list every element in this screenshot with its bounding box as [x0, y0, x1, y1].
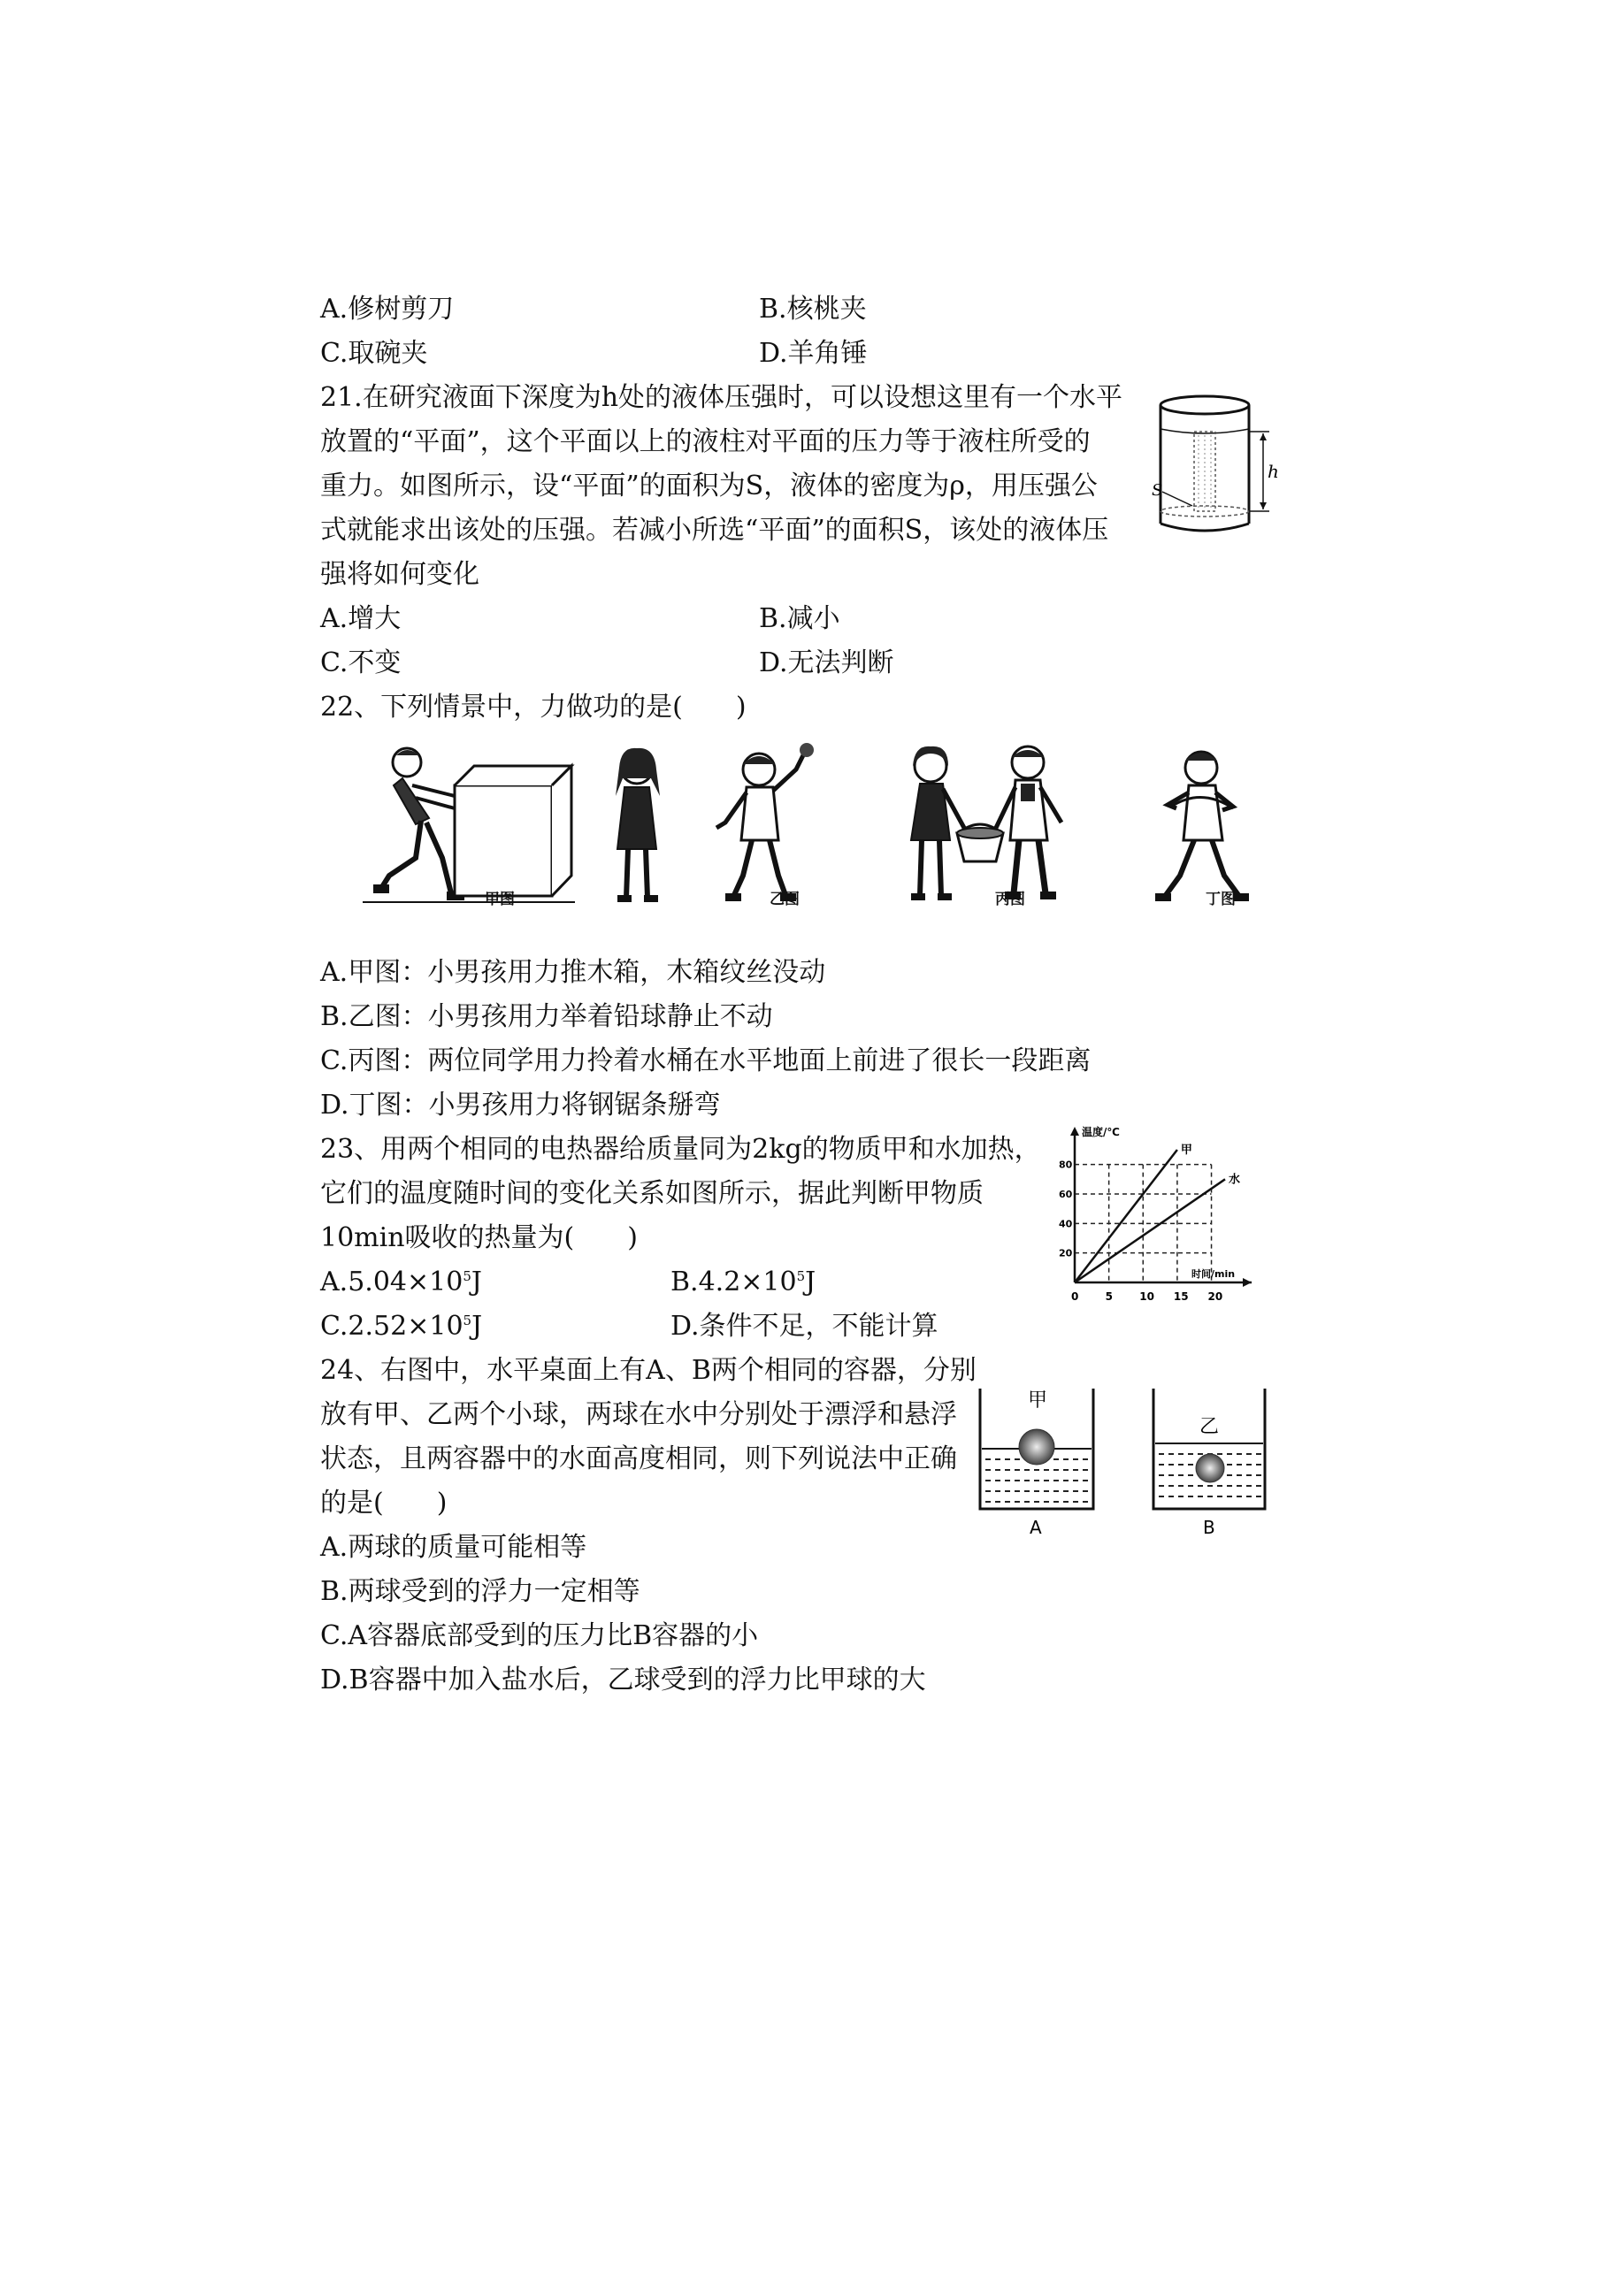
q23-option-b-exponent: 5: [796, 1268, 806, 1284]
container-a: [980, 1389, 1093, 1538]
q22-option-d[interactable]: D.丁图：小男孩用力将钢锯条掰弯: [320, 1090, 721, 1121]
q23-option-d[interactable]: D.条件不足，不能计算: [670, 1311, 938, 1342]
q23-option-a-exponent: 5: [463, 1268, 471, 1284]
y-tick-label: 20: [1059, 1247, 1073, 1259]
ball-a-label: 甲: [1028, 1389, 1048, 1412]
q22-option-c[interactable]: C.丙图：两位同学用力拎着水桶在水平地面上前进了很长一段距离: [320, 1045, 1092, 1076]
y-tick-label: 60: [1059, 1189, 1073, 1200]
q24-option-a[interactable]: A.两球的质量可能相等: [320, 1532, 587, 1563]
q24-option-b[interactable]: B.两球受到的浮力一定相等: [320, 1576, 640, 1607]
height-label: h: [1268, 461, 1279, 482]
q24-stem-line1: 24、右图中，水平桌面上有A、B两个相同的容器，分别: [320, 1355, 977, 1386]
q21-option-b[interactable]: B.减小: [759, 603, 840, 634]
students-carrying-bucket-illustration: [911, 746, 1061, 900]
q24-stem-line3: 状态，且两容器中的水面高度相同，则下列说法中正确: [320, 1443, 957, 1474]
x-tick-label: 0: [1071, 1290, 1079, 1303]
floating-balls-figure: [973, 1380, 1283, 1539]
y-axis-arrow: [1070, 1127, 1079, 1136]
q23-option-b-base: B.4.2×10: [670, 1267, 797, 1297]
boy-pushing-box-illustration: [363, 748, 575, 902]
q22-option-b[interactable]: B.乙图：小男孩用力举着铅球静止不动: [320, 1001, 773, 1032]
series-label: 水: [1229, 1173, 1241, 1187]
caption-jia: 甲图: [485, 891, 515, 908]
q24-option-d[interactable]: D.B容器中加入盐水后，乙球受到的浮力比甲球的大: [320, 1665, 926, 1695]
q21-stem-line2: 放置的“平面”，这个平面以上的液柱对平面的压力等于液柱所受的: [320, 426, 1091, 457]
q20-option-d[interactable]: D.羊角锤: [759, 338, 868, 369]
q24-stem-line2: 放有甲、乙两个小球，两球在水中分别处于漂浮和悬浮: [320, 1399, 957, 1430]
temperature-time-chart: [1057, 1123, 1278, 1309]
container-b-label: B: [1203, 1517, 1215, 1538]
q23-stem-line2: 它们的温度随时间的变化关系如图所示，据此判断甲物质: [320, 1178, 984, 1209]
x-tick-label: 10: [1139, 1290, 1154, 1303]
q23-stem-line1: 23、用两个相同的电热器给质量同为2kg的物质甲和水加热，: [320, 1134, 1041, 1165]
standing-girl-illustration: [616, 748, 660, 902]
container-b: [1153, 1389, 1265, 1538]
q23-option-a[interactable]: [320, 1265, 482, 1300]
area-label: S: [1152, 481, 1163, 500]
q21-option-a[interactable]: A.增大: [320, 603, 402, 634]
q23-option-c-base: C.2.52×10: [320, 1311, 463, 1342]
x-axis-arrow: [1243, 1278, 1252, 1287]
caption-bing: 丙图: [995, 891, 1025, 908]
y-tick-label: 80: [1059, 1159, 1073, 1171]
q22-stem: 22、下列情景中，力做功的是( ): [320, 692, 747, 723]
q23-option-b[interactable]: [670, 1265, 816, 1300]
q21-stem-line1: 21.在研究液面下深度为h处的液体压强时，可以设想这里有一个水平: [320, 382, 1123, 413]
y-tick-label: 40: [1059, 1218, 1073, 1230]
q23-option-c-unit: J: [471, 1311, 483, 1342]
q23-option-a-base: A.5.04×10: [320, 1267, 463, 1297]
series-line-1: [1075, 1150, 1177, 1282]
series-line-2: [1075, 1179, 1225, 1282]
q23-option-c[interactable]: [320, 1309, 482, 1344]
q20-option-a[interactable]: A.修树剪刀: [320, 294, 455, 325]
caption-yi: 乙图: [770, 891, 800, 908]
liquid-column-figure: [1150, 389, 1283, 540]
boy-bending-saw-illustration: [1155, 752, 1249, 901]
boy-holding-shotput-illustration: [716, 743, 814, 901]
x-tick-label: 5: [1105, 1290, 1113, 1303]
q24-option-c[interactable]: C.A容器底部受到的压力比B容器的小: [320, 1620, 759, 1651]
ball-yi: [1196, 1454, 1224, 1482]
x-axis-label: 时间/min: [1191, 1268, 1236, 1280]
x-tick-label: 20: [1207, 1290, 1223, 1303]
q22-option-a[interactable]: A.甲图：小男孩用力推木箱，木箱纹丝没动: [320, 957, 826, 988]
q21-stem-line3: 重力。如图所示，设“平面”的面积为S，液体的密度为ρ，用压强公: [320, 471, 1098, 501]
q21-stem-line5: 强将如何变化: [320, 559, 479, 590]
q23-stem-line3: 10min吸收的热量为( ): [320, 1222, 638, 1253]
q23-option-a-unit: J: [471, 1267, 482, 1297]
ball-b-label: 乙: [1199, 1416, 1220, 1438]
ball-jia: [1019, 1429, 1054, 1465]
container-a-label: A: [1030, 1517, 1042, 1538]
y-axis-label: 温度/℃: [1082, 1126, 1120, 1138]
x-tick-label: 15: [1173, 1290, 1189, 1303]
q23-option-c-exponent: 5: [463, 1313, 472, 1328]
q20-option-b[interactable]: B.核桃夹: [759, 294, 867, 325]
q24-stem-line4: 的是( ): [320, 1488, 448, 1519]
q21-option-d[interactable]: D.无法判断: [759, 647, 894, 678]
q21-option-c[interactable]: C.不变: [320, 647, 402, 678]
q21-stem-line4: 式就能求出该处的压强。若减小所选“平面”的面积S，该处的液体压: [320, 515, 1109, 546]
series-label: 甲: [1180, 1144, 1192, 1157]
caption-ding: 丁图: [1206, 891, 1236, 908]
q20-option-c[interactable]: C.取碗夹: [320, 338, 428, 369]
q23-option-b-unit: J: [805, 1267, 816, 1297]
